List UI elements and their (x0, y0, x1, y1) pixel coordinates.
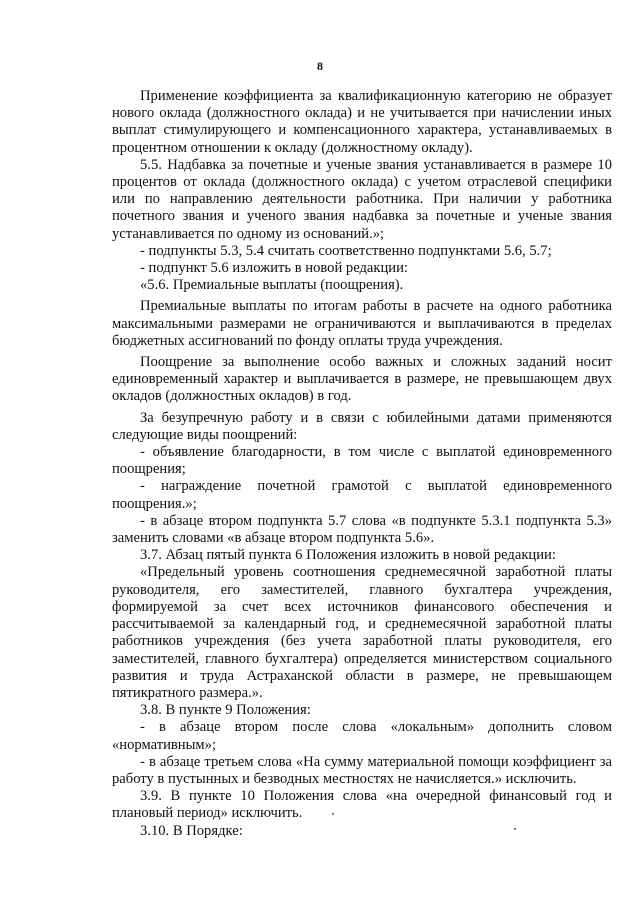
scan-speck (514, 828, 516, 830)
paragraph: 3.9. В пункте 10 Положения слова «на очередной финансовый год и плановый период» исключить. (112, 788, 612, 822)
paragraph: - награждение почетной грамотой с выплатой единовременного поощрения.»; (112, 478, 612, 512)
paragraph: «5.6. Премиальные выплаты (поощрения). (140, 277, 404, 294)
paragraph: - подпункт 5.6 изложить в новой редакции: (140, 260, 408, 277)
document-body (112, 88, 612, 840)
paragraph: - в абзаце втором подпункта 5.7 слова «в подпункте 5.3.1 подпункта 5.3» заменить словами «в абзаце втором подпункта 5.6». (112, 512, 612, 547)
paragraph: - подпункты 5.3, 5.4 считать соответственно подпунктами 5.6, 5.7; (140, 242, 552, 259)
scan-speck (332, 813, 334, 815)
paragraph: 5.5. Надбавка за почетные и ученые звания устанавливается в размере 10 процентов от оклада (должностного оклада) с учетом отраслевой специфики или по направлению деятельности работника. При наличии у работника почетного звания и ученого звания надбавка за почетные и ученые звания устанавливается по одному из оснований.»; (112, 156, 612, 242)
paragraph: 3.8. В пункте 9 Положения: (140, 702, 311, 719)
paragraph: - объявление благодарности, в том числе с выплатой единовременного поощрения; (112, 444, 612, 478)
paragraph: - в абзаце втором после слова «локальным» дополнить словом «нормативным»; (112, 719, 612, 753)
paragraph: «Предельный уровень соотношения среднемесячной заработной платы руководителя, его заместителей, главного бухгалтера учреждения, формируемой за счет всех источников финансового обеспечения и рассчитываемой за календарный год, и среднемесячной заработной платы работников учреждения (без учета заработной платы руководителя, его заместителей, главного бухгалтера) определяется министерством социального развития и труда Астраханской области в размере, не превышающем пятикратного размера.». (112, 564, 612, 701)
paragraph: Поощрение за выполнение особо важных и сложных заданий носит единовременный характер и выплачивается в размере, не превышающем двух окладов (должностных окладов) в год. (112, 354, 612, 405)
paragraph: Применение коэффициента за квалификационную категорию не образует нового оклада (должностного оклада) и не учитывается при начислении иных выплат стимулирующего и компенсационного характера, устанавливаемых в процентном отношении к окладу (должностному окладу). (112, 88, 612, 156)
paragraph: - в абзаце третьем слова «На сумму материальной помощи коэффициент за работу в пустынных и безводных местностях не начисляется.» исключить. (112, 753, 612, 787)
paragraph: За безупречную работу и в связи с юбилейными датами применяются следующие виды поощрений: (112, 409, 612, 443)
paragraph: 3.10. В Порядке: (140, 822, 243, 839)
paragraph: 3.7. Абзац пятый пункта 6 Положения изложить в новой редакции: (140, 547, 556, 564)
paragraph: Премиальные выплаты по итогам работы в расчете на одного работника максимальными размерами не ограничиваются и выплачиваются в пределах бюджетных ассигнований по фонду оплаты труда учреждения. (112, 298, 612, 349)
page-number: 8 (317, 59, 323, 73)
